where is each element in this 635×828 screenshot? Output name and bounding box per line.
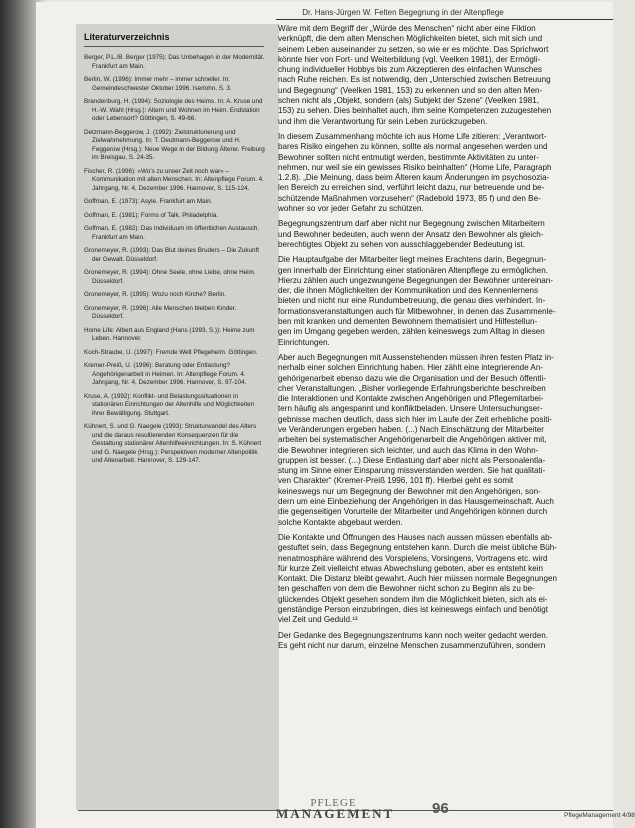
text-line: nerhalb einer solchen Einrichtung haben. Hier zählt eine integrierende An- xyxy=(278,363,544,373)
text-line: arbeiten bei systematischer Angehörigenarbeit die Angehörigen aktiver mit, xyxy=(278,435,547,445)
text-line: ten geschaffen von dem die Bewohner nicht schon zu Beginn als zu be- xyxy=(278,584,535,594)
text-line: genständige Person einzubringen, dies ist keineswegs einfach und benötigt xyxy=(278,605,548,615)
article-paragraph xyxy=(278,132,613,214)
text-line: die gegenseitigen Vorurteile der Mitarbeiter und Angehörigen können durch xyxy=(278,507,548,517)
text-line: gen innerhalb der Einrichtung einer stationären Altenpflege zu ermöglichen. xyxy=(278,265,548,275)
reference-entry: Gronemeyer, R. (1995): Wozu noch Kirche? Berlin. xyxy=(84,291,226,298)
sidebar-title: Literaturverzeichnis xyxy=(84,32,170,42)
reference-list xyxy=(84,54,266,471)
text-line: Wäre mit dem Begriff der „Würde des Menschen“ nicht aber eine Fiktion xyxy=(278,24,536,33)
page-number: 96 xyxy=(432,800,449,817)
text-line: stung im Sinne einer Einsparung missverstanden werden. Sie hat qualitati- xyxy=(278,466,546,476)
text-line: len Bereich zu erreichen sind, verführt leicht dazu, nur betreuende und be- xyxy=(278,183,545,193)
issue-label: PflegeManagement 4/98 xyxy=(564,812,635,819)
reference-entry: Gronemeyer, R. (1994): Ohne Seele, ohne Liebe, ohne Heim. Düsseldorf. xyxy=(84,269,256,285)
reference-entry: Gronemeyer, R. (1993): Das Blut deines Bruders – Die Zukunft der Gewalt. Düsseldorf. xyxy=(84,247,259,263)
text-line: seinem Leben auseinander zu setzen, so wie er es möchte. Das Sprichwort xyxy=(278,44,549,54)
reference-entry: Kremer-Preiß, U. (1996): Beratung oder Entlastung? Angehörigenarbeit in Heimen. In: Altenpflege Forum. 4. Jahrgang, Nr. 4, Dezember 1996. Hannover, S. 97-104. xyxy=(84,362,247,386)
text-line: berechtigtes Objekt zu sehen von ausschlaggebender Bedeutung ist. xyxy=(278,239,526,249)
bibliography-sidebar xyxy=(76,24,279,810)
article-paragraph xyxy=(278,255,613,348)
text-line: tern häufig als angespannt und konfliktbeladen. Unsere Untersuchungser- xyxy=(278,404,543,414)
text-line: nenatmosphäre während des Vorspielens, Vorsingens, Vortragens etc. wird xyxy=(278,553,548,563)
text-line: gen im Umgang gegeben werden, zählen keineswegs zum Alltag in diesen xyxy=(278,327,545,337)
text-line: chung individueller Hobbys bis zum Akzeptieren des einfachen Wunsches xyxy=(278,65,542,75)
article-paragraph xyxy=(278,631,613,652)
text-line: die Interaktionen und Kontakte zwischen Angehörigen und Pflegemitarbei- xyxy=(278,394,544,404)
text-line: ve Veränderungen ergeben haben. (...) Nach Einschätzung der Mitarbeiter xyxy=(278,424,544,434)
article-paragraph xyxy=(278,533,613,626)
text-line: formationsveranstaltungen auch für Mitbewohner, in denen das Zusammenle- xyxy=(278,306,556,316)
text-line: verknüpft, die dem alten Menschen Möglichkeiten bietet, sich mit sich und xyxy=(278,34,543,44)
text-line: für kurze Zeit vielleicht etwas Abwechslung geboten, aber es entsteht kein xyxy=(278,563,543,573)
text-line: nach Ruhe reichen. Es ist notwendig, den „Unterschied zwischen Betreuung xyxy=(278,75,551,85)
reference-entry: Goffman, E. (1973): Asyle. Frankfurt am Main. xyxy=(84,198,213,205)
reference-entry: Kruse, A. (1992): Konflikt- und Belastungssituationen in stationären Einrichtungen der Altenhilfe und Möglichkeiten ihrer Bewältigung. Stuttgart. xyxy=(84,392,255,417)
text-line: die Bewohner integrieren sich leichter, und auch das Klima in den Wohn- xyxy=(278,445,539,455)
document-page xyxy=(36,2,635,828)
reference-entry: Detzmann-Beggerow, J. (1992): Zielstrukturierung und Zielwahrnehmung. In: T. Deutmann-Beggerow und H. Feggerow (Hrsg.): Neue Wege in der Bildung Älterer. Freiburg im Breisgau, S. 24-35. xyxy=(84,128,265,161)
reference-entry: Goffman, E. (1981): Forms of Talk. Philadelphia. xyxy=(84,211,219,219)
reference-entry: Berlin, W. (1996): Immer mehr – immer schneller. In: Gemeindeschwester Oktober 1996. Iserlohn, S. 3. xyxy=(84,76,232,92)
reference-entry: Kühnert, S. und G. Naegele (1993): Strukturwandel des Alters und die daraus resultierenden Konsequenzen für die Gestaltung stationärer Altenhilfeeinrichtungen. In: S. Kühnert und G. Naegele (Hrsg.): Perspektiven moderner Altenpolitik und Altenarbeit. Hannover, S. 129-147. xyxy=(84,423,262,464)
text-line: 1.2.8). „Die Meinung, dass beim Älteren kaum Änderungen im psychosozia- xyxy=(278,173,550,183)
text-line: Aber auch Begegnungen mit Aussenstehenden müssen ihren festen Platz in- xyxy=(278,352,554,362)
sidebar-rule xyxy=(84,46,264,47)
logo-top-text: PFLEGE xyxy=(310,797,357,809)
text-line: 153) zu sehen. Dies beinhaltet auch, ihm seine Kompetenzen zuzugestehen xyxy=(278,106,552,116)
text-line: gestuftet sein, dass Begegnung entstehen kann. Durch die meist übliche Büh- xyxy=(278,543,557,553)
text-line: solche Kontakte abgebaut werden. xyxy=(278,517,403,527)
article-body xyxy=(278,24,613,656)
text-line: und ihm die Verantwortung für sein Leben zurückzugeben. xyxy=(278,116,488,126)
text-line: könnte hier von Fort- und Weiterbildung (vgl. Veelken 1981), der Ermögli- xyxy=(278,54,541,64)
text-line: cher Veranstaltungen. „Bisher vorliegende Erfahrungsberichte beschreiben xyxy=(278,383,546,393)
reference-entry: Goffman, E. (1982): Das Individuum im öffentlichen Austausch. Frankfurt am Main. xyxy=(84,225,260,241)
text-line: gehörigenarbeit ebenso dazu wie die Organisation und der Besuch öffentli- xyxy=(278,373,547,383)
article-paragraph xyxy=(278,24,613,127)
text-line: Die Hauptaufgabe der Mitarbeiter liegt meines Erachtens darin, Begegnun- xyxy=(278,255,547,265)
text-line: bieten und nicht nur eine Rundumbetreuung, die genau dies verhindert. In- xyxy=(278,296,546,306)
text-line: schen nicht als „Objekt, sondern (als) Subjekt der Szene“ (Veelken 1981, xyxy=(278,96,539,106)
text-line: und Bewohner bedeuten, auch wenn der Ansatz den Bewohner als gleich- xyxy=(278,229,544,239)
text-line: bares Risiko eingehen zu können, sollte als normal angesehen werden und xyxy=(278,142,548,152)
text-line: Kontakt. Die Distanz bleibt gewahrt. Auch hier müssen normale Begegnungen xyxy=(278,574,557,584)
article-paragraph xyxy=(278,353,613,528)
text-line: Hierzu zählen auch ungezwungene Begegnungen der Bewohner untereinan- xyxy=(278,275,553,285)
reference-entry: Fischer, R. (1996): »Wo's zu unser Zeit noch war« – Kommunikation mit alten Menschen. In: Altenpflege Forum. 4. Jahrgang, Nr. 4, Dezember 1996. Hannover, S. 115-124. xyxy=(84,167,264,192)
magazine-logo xyxy=(276,797,395,821)
text-line: schützende Maßnahmen vorzusehen“ (Radebold 1973, 85 f) und den Be- xyxy=(278,193,541,203)
text-line: der, die ihnen Möglichkeiten der Kommunikation und des Kennenlernens xyxy=(278,286,539,296)
text-line: ven Charakter“ (Kremer-Preiß 1996, 101 ff). Hierbei geht es somit xyxy=(278,476,514,486)
text-line: nehmen, nur weil sie ein gewisses Risiko beinhalten“ (Home Life, Paragraph xyxy=(278,162,552,172)
text-line: Bewohner sollten nicht entmutigt werden, bestimmte Aktivitäten zu unter- xyxy=(278,152,539,162)
text-line: gruppen ist besser. (...) Diese Entlastung darf aber nicht als Personalentla- xyxy=(278,455,546,465)
reference-entry: Gronemeyer, R. (1996): Alle Menschen bleiben Kinder. Düsseldorf. xyxy=(84,304,237,320)
reference-entry: Koch-Straube, U. (1997): Fremde Welt Pflegeheim. Göttingen. xyxy=(84,348,258,356)
text-line: Die Kontakte und Öffnungen des Hauses nach aussen müssen ebenfalls ab- xyxy=(278,532,553,542)
text-line: gebnisse machen deutlich, dass sich hier im Laufe der Zeit erhebliche positi- xyxy=(278,414,552,424)
reference-entry: Berger, P.L./B. Berger (1975): Das Unbehagen in der Modernität. Frankfurt am Main. xyxy=(84,54,265,70)
text-line: In diesem Zusammenhang möchte ich aus Home Life zitieren: „Verantwort- xyxy=(278,131,547,141)
text-line: ben mit kranken und dementen Bewohnern thematisiert und Hilfestellun- xyxy=(278,317,538,327)
reference-entry: Brandenburg, H. (1994): Soziologie des Heims. In: A. Kruse und H.-W. Wahl (Hrsg.): Altern und Wohnen im Heim. Endstation oder Lebensort? Göttingen, S. 49-66. xyxy=(84,98,263,122)
text-line: Begegnungszentrum darf aber nicht nur Begegnung zwischen Mitarbeitern xyxy=(278,219,545,229)
text-line: keineswegs nur um Begegnung der Bewohner mit den Angehörigen, son- xyxy=(278,486,541,496)
text-line: Der Gedanke des Begegnungszentrums kann noch weiter gedacht werden. xyxy=(278,630,548,640)
reference-entry: Home Life: Albert aus England (Hans (1993, S.)): Heime zum Leben. Hannover. xyxy=(84,326,255,342)
text-line: Einrichtungen. xyxy=(278,337,330,347)
article-paragraph xyxy=(278,219,613,250)
logo-bottom-text: MANAGEMENT xyxy=(276,806,395,821)
text-line: Es geht nicht nur darum, einzelne Menschen zusammenzuführen, sondern xyxy=(278,640,546,650)
header-rule xyxy=(276,19,613,20)
text-line: viel Zeit und Geduld.¹³ xyxy=(278,615,358,625)
text-line: und Begegnung“ (Veelken 1981, 153) zu erkennen und so den alten Men- xyxy=(278,85,543,95)
text-line: glückendes Objekt gesehen sondern ihm die Möglichkeit bieten, sich als ei- xyxy=(278,594,548,604)
text-line: dern um eine Einbeziehung der Angehörigen in das Hausgemeinschaft. Auch xyxy=(278,497,554,507)
text-line: wohner so vor jeder Gefahr zu schützen. xyxy=(278,204,424,214)
running-header: Dr. Hans-Jürgen W. Felten Begegnung in der Altenpflege xyxy=(302,8,504,17)
